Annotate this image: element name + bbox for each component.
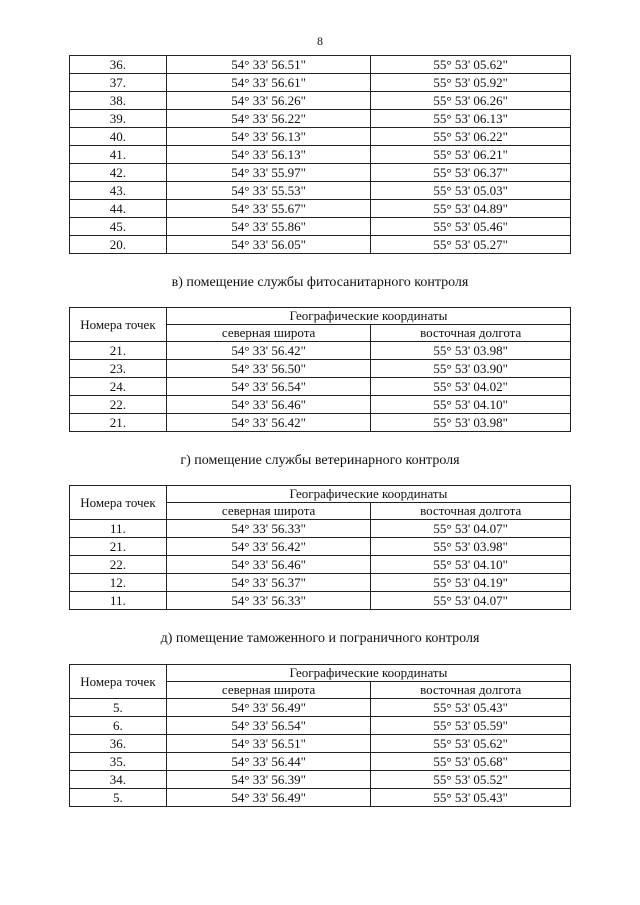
latitude-cell: 54° 33' 56.33" (166, 592, 371, 610)
table-row (70, 56, 571, 74)
table-row (70, 699, 571, 717)
lat-header: северная широта (166, 503, 371, 520)
point-number-cell: 45. (70, 218, 167, 236)
longitude-cell: 55° 53' 03.98" (371, 414, 571, 432)
table-row (70, 789, 571, 807)
coords-header: Географические координаты (166, 308, 570, 325)
longitude-cell: 55° 53' 04.02" (371, 378, 571, 396)
latitude-cell: 54° 33' 56.61" (166, 74, 371, 92)
longitude-cell: 55° 53' 05.62" (371, 56, 571, 74)
latitude-cell: 54° 33' 56.26" (166, 92, 371, 110)
latitude-cell: 54° 33' 56.39" (166, 771, 371, 789)
section-d-table (69, 664, 571, 807)
table-row (70, 182, 571, 200)
table-row (70, 414, 571, 432)
point-number-cell: 36. (70, 735, 167, 753)
point-number-cell: 12. (70, 574, 167, 592)
point-number-cell: 41. (70, 146, 167, 164)
points-header: Номера точек (70, 665, 167, 699)
latitude-cell: 54° 33' 56.51" (166, 735, 371, 753)
longitude-cell: 55° 53' 05.46" (371, 218, 571, 236)
lat-header: северная широта (166, 682, 371, 699)
longitude-cell: 55° 53' 05.59" (371, 717, 571, 735)
latitude-cell: 54° 33' 56.37" (166, 574, 371, 592)
section-v-title: в) помещение службы фитосанитарного контроля (171, 275, 469, 290)
longitude-cell: 55° 53' 06.22" (371, 128, 571, 146)
table-row (70, 236, 571, 254)
table-row (70, 200, 571, 218)
point-number-cell: 35. (70, 753, 167, 771)
point-number-cell: 24. (70, 378, 167, 396)
section-g-table (69, 485, 571, 610)
point-number-cell: 5. (70, 789, 167, 807)
latitude-cell: 54° 33' 56.42" (166, 538, 371, 556)
points-header: Номера точек (70, 486, 167, 520)
latitude-cell: 54° 33' 56.54" (166, 378, 371, 396)
section-g-title: г) помещение службы ветеринарного контроля (180, 453, 460, 468)
latitude-cell: 54° 33' 56.44" (166, 753, 371, 771)
longitude-cell: 55° 53' 04.89" (371, 200, 571, 218)
latitude-cell: 54° 33' 56.42" (166, 342, 371, 360)
longitude-cell: 55° 53' 05.52" (371, 771, 571, 789)
latitude-cell: 54° 33' 55.86" (166, 218, 371, 236)
latitude-cell: 54° 33' 56.33" (166, 520, 371, 538)
latitude-cell: 54° 33' 56.22" (166, 110, 371, 128)
point-number-cell: 34. (70, 771, 167, 789)
longitude-cell: 55° 53' 03.98" (371, 342, 571, 360)
point-number-cell: 38. (70, 92, 167, 110)
table-row (70, 574, 571, 592)
table-row (70, 110, 571, 128)
table-row (70, 556, 571, 574)
section-v-table (69, 307, 571, 432)
table-row (70, 771, 571, 789)
table-row (70, 128, 571, 146)
latitude-cell: 54° 33' 56.13" (166, 128, 371, 146)
table-row (70, 164, 571, 182)
table-row (70, 520, 571, 538)
longitude-cell: 55° 53' 05.03" (371, 182, 571, 200)
longitude-cell: 55° 53' 06.37" (371, 164, 571, 182)
latitude-cell: 54° 33' 56.42" (166, 414, 371, 432)
point-number-cell: 42. (70, 164, 167, 182)
point-number-cell: 39. (70, 110, 167, 128)
section-d-title: д) помещение таможенного и пограничного контроля (160, 631, 480, 646)
latitude-cell: 54° 33' 55.97" (166, 164, 371, 182)
point-number-cell: 23. (70, 360, 167, 378)
lon-header: восточная долгота (371, 682, 571, 699)
lon-header: восточная долгота (371, 325, 571, 342)
coordinates-table-continued (69, 55, 571, 254)
longitude-cell: 55° 53' 05.43" (371, 699, 571, 717)
point-number-cell: 5. (70, 699, 167, 717)
table-row (70, 592, 571, 610)
longitude-cell: 55° 53' 03.98" (371, 538, 571, 556)
longitude-cell: 55° 53' 05.43" (371, 789, 571, 807)
table-row (70, 146, 571, 164)
point-number-cell: 40. (70, 128, 167, 146)
longitude-cell: 55° 53' 04.07" (371, 520, 571, 538)
longitude-cell: 55° 53' 06.21" (371, 146, 571, 164)
point-number-cell: 21. (70, 414, 167, 432)
table-row (70, 396, 571, 414)
coords-header: Географические координаты (166, 486, 570, 503)
longitude-cell: 55° 53' 05.68" (371, 753, 571, 771)
coords-header: Географические координаты (166, 665, 570, 682)
table-row (70, 218, 571, 236)
point-number-cell: 11. (70, 520, 167, 538)
longitude-cell: 55° 53' 06.26" (371, 92, 571, 110)
longitude-cell: 55° 53' 05.27" (371, 236, 571, 254)
latitude-cell: 54° 33' 56.05" (166, 236, 371, 254)
point-number-cell: 21. (70, 342, 167, 360)
points-header: Номера точек (70, 308, 167, 342)
point-number-cell: 6. (70, 717, 167, 735)
table-row (70, 735, 571, 753)
point-number-cell: 20. (70, 236, 167, 254)
longitude-cell: 55° 53' 04.10" (371, 396, 571, 414)
table-row (70, 74, 571, 92)
lon-header: восточная долгота (371, 503, 571, 520)
table-row (70, 717, 571, 735)
longitude-cell: 55° 53' 04.19" (371, 574, 571, 592)
longitude-cell: 55° 53' 04.07" (371, 592, 571, 610)
longitude-cell: 55° 53' 04.10" (371, 556, 571, 574)
latitude-cell: 54° 33' 56.49" (166, 789, 371, 807)
latitude-cell: 54° 33' 56.46" (166, 396, 371, 414)
page-number: 8 (317, 34, 323, 48)
latitude-cell: 54° 33' 56.50" (166, 360, 371, 378)
table-row (70, 753, 571, 771)
longitude-cell: 55° 53' 06.13" (371, 110, 571, 128)
point-number-cell: 37. (70, 74, 167, 92)
longitude-cell: 55° 53' 05.62" (371, 735, 571, 753)
table-row (70, 538, 571, 556)
longitude-cell: 55° 53' 05.92" (371, 74, 571, 92)
point-number-cell: 43. (70, 182, 167, 200)
table-row (70, 360, 571, 378)
table-row (70, 92, 571, 110)
latitude-cell: 54° 33' 56.51" (166, 56, 371, 74)
point-number-cell: 44. (70, 200, 167, 218)
latitude-cell: 54° 33' 56.13" (166, 146, 371, 164)
point-number-cell: 22. (70, 396, 167, 414)
latitude-cell: 54° 33' 55.53" (166, 182, 371, 200)
latitude-cell: 54° 33' 55.67" (166, 200, 371, 218)
point-number-cell: 36. (70, 56, 167, 74)
point-number-cell: 22. (70, 556, 167, 574)
lat-header: северная широта (166, 325, 371, 342)
latitude-cell: 54° 33' 56.49" (166, 699, 371, 717)
point-number-cell: 11. (70, 592, 167, 610)
table-row (70, 378, 571, 396)
latitude-cell: 54° 33' 56.46" (166, 556, 371, 574)
longitude-cell: 55° 53' 03.90" (371, 360, 571, 378)
table-row (70, 342, 571, 360)
point-number-cell: 21. (70, 538, 167, 556)
latitude-cell: 54° 33' 56.54" (166, 717, 371, 735)
